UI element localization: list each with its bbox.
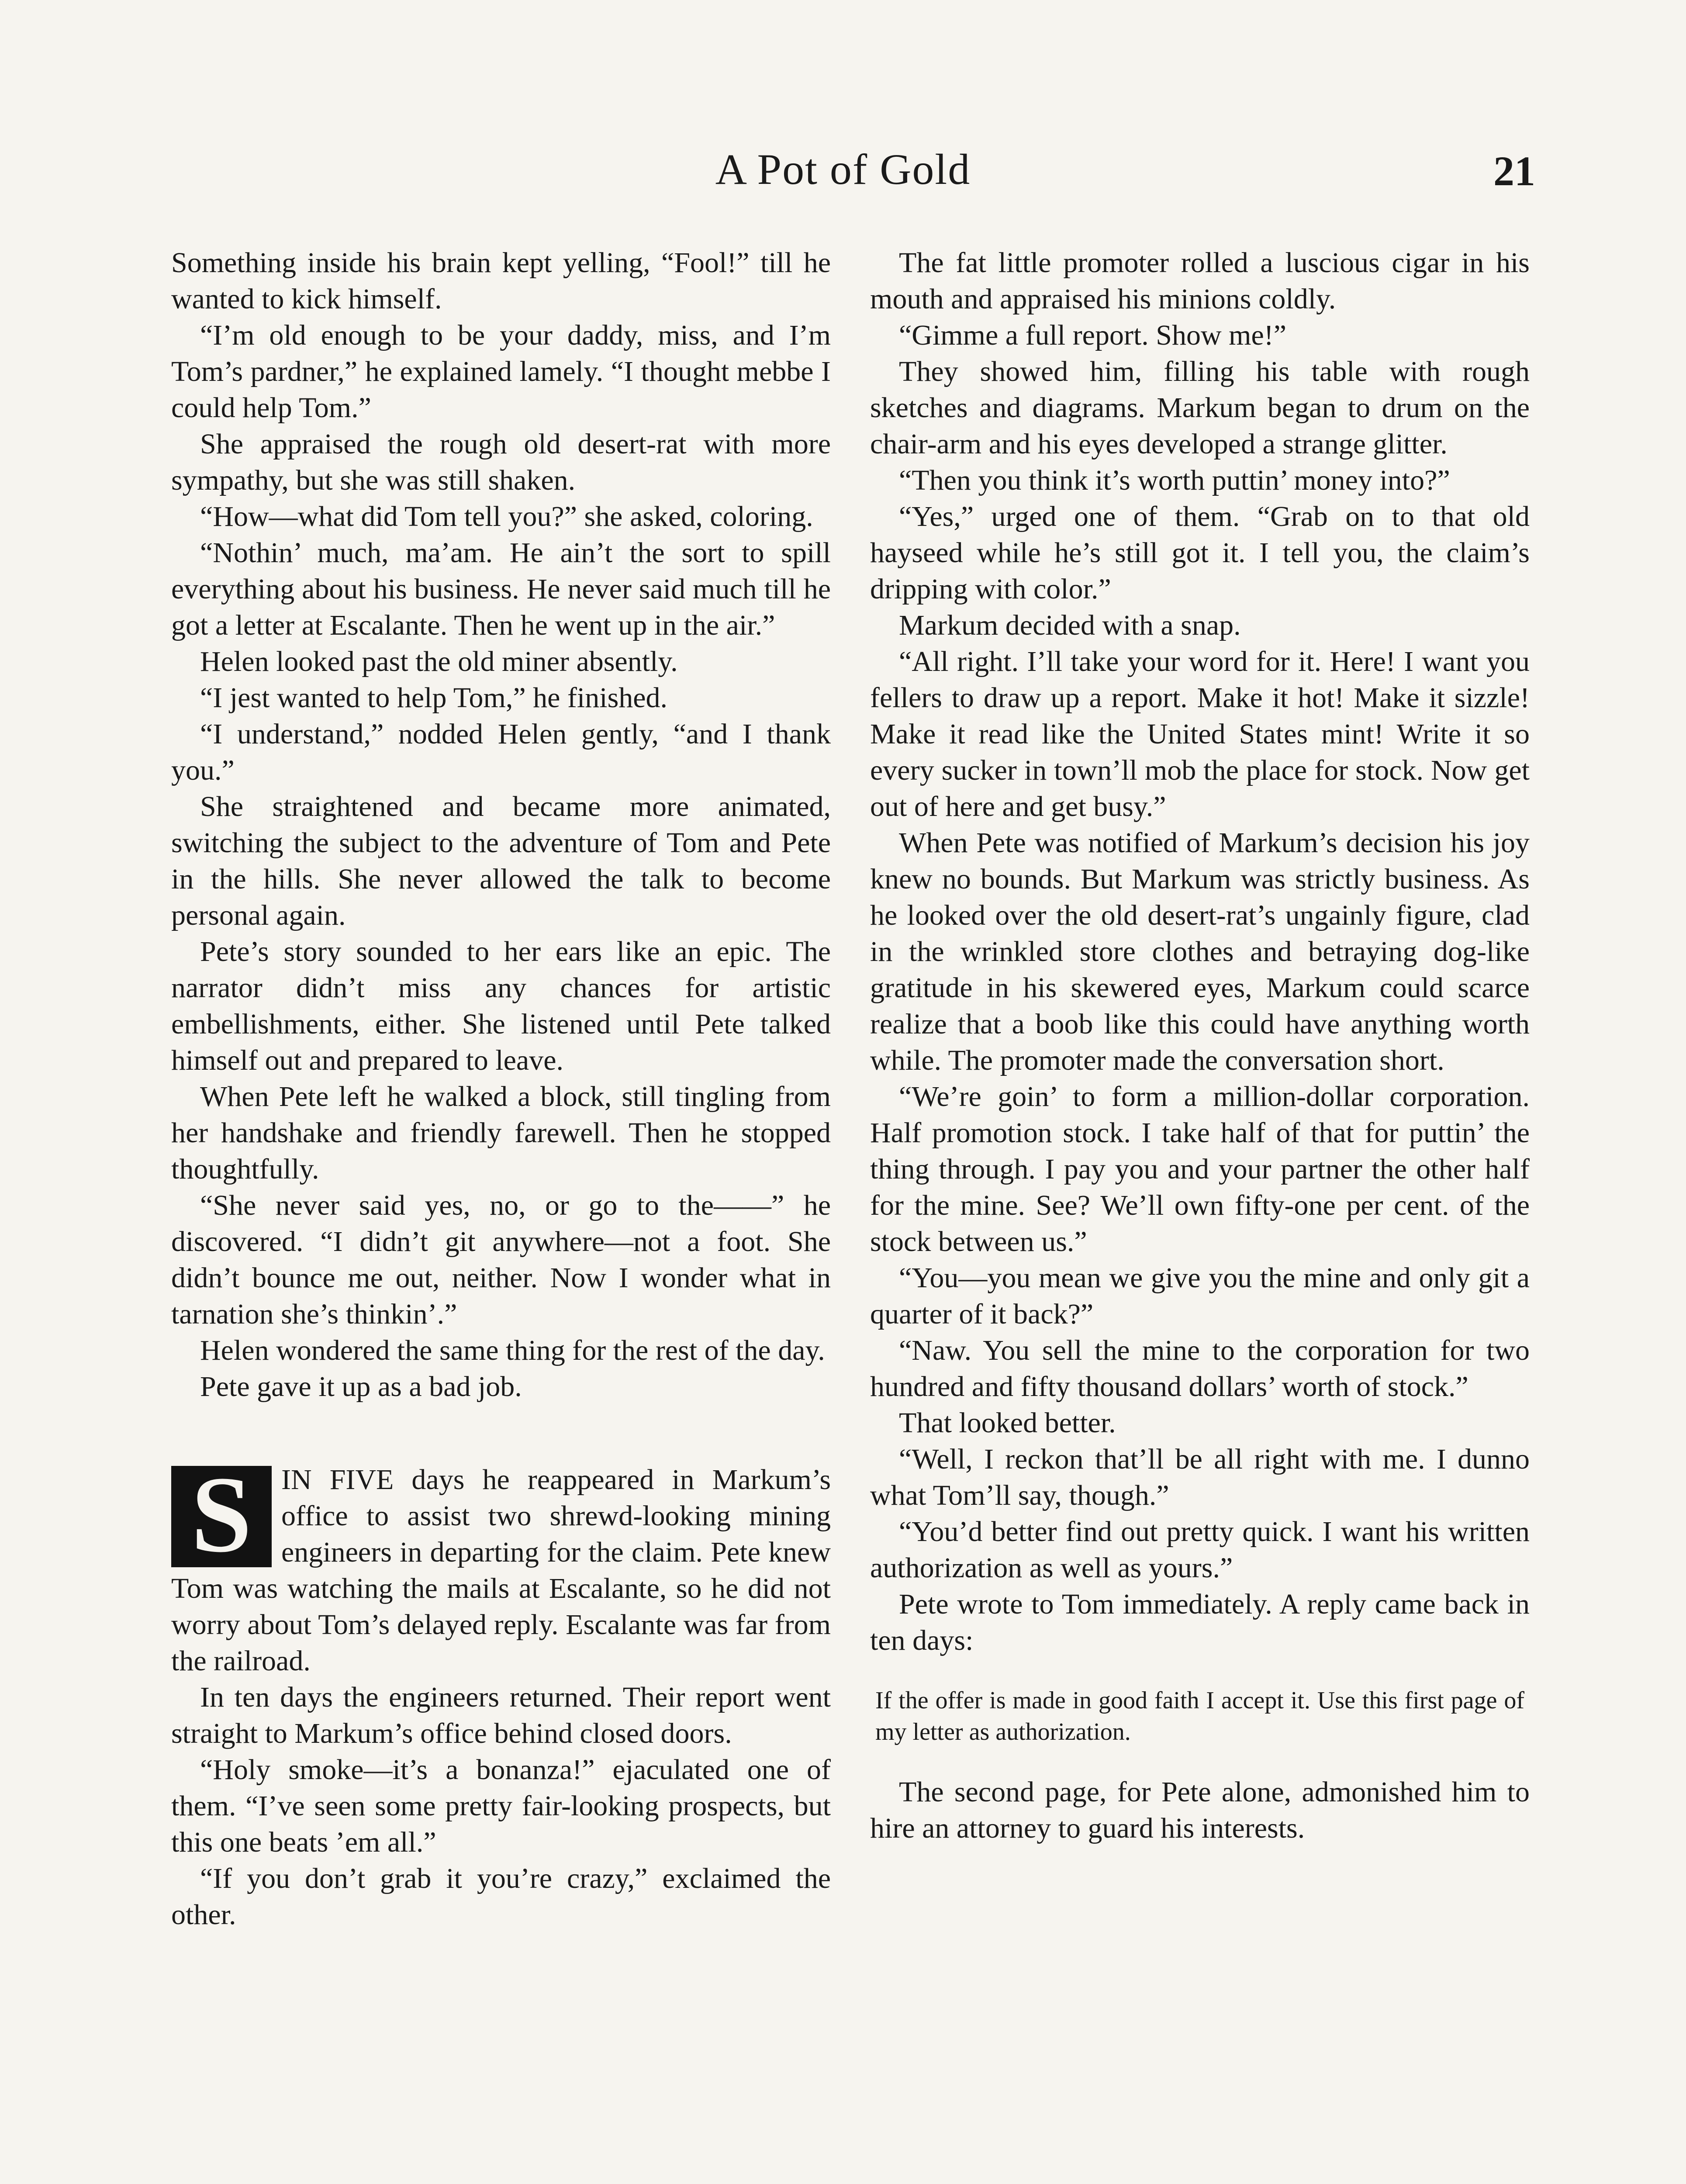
page-number: 21 [1493, 148, 1535, 194]
paragraph: “Holy smoke—it’s a bonanza!” ejaculated one of them. “I’ve seen some pretty fair-looking prospects, but this one beats ’em all.” [171, 1754, 831, 1858]
paragraph: “You—you mean we give you the mine and only git a quarter of it back?” [870, 1262, 1530, 1330]
dropcap-paragraph [171, 1462, 831, 1679]
paragraph: “How—what did Tom tell you?” she asked, coloring. [200, 501, 813, 532]
running-title: A Pot of Gold [715, 145, 971, 194]
paragraph: Pete wrote to Tom immediately. A reply came back in ten days: [870, 1588, 1530, 1656]
quoted-letter: If the offer is made in good faith I accept it. Use this first page of my letter as authorization. [875, 1687, 1524, 1745]
section-break [171, 1405, 831, 1462]
paragraph: That looked better. [899, 1407, 1116, 1439]
paragraph: When Pete was notified of Markum’s decision his joy knew no bounds. But Markum was strictly business. As he looked over the old desert-rat’s ungainly figure, clad in the wrinkled store clothes and betraying dog-like gratitude in his skewered eyes, Markum could scarce realize that a boob like this could have anything worth while. The promoter made the conversation short. [870, 827, 1530, 1076]
dropcap-paragraph-text: IN FIVE days he reappeared in Markum’s office to assist two shrewd-looking mining engineers in departing for the claim. Pete knew Tom was watching the mails at Escalante, so he did not worry about Tom’s delayed reply. Escalante was far from the railroad. [171, 1464, 831, 1677]
paragraph: Pete gave it up as a bad job. [200, 1371, 522, 1403]
paragraph: In ten days the engineers returned. Their report went straight to Markum’s office behind closed doors. [171, 1681, 831, 1749]
paragraph: Markum decided with a snap. [899, 609, 1241, 641]
dropcap-ornament [171, 1466, 272, 1567]
paragraph: Helen wondered the same thing for the rest of the day. [200, 1334, 825, 1366]
paragraph: “You’d better find out pretty quick. I want his written authorization as well as yours.” [870, 1516, 1530, 1584]
paragraph: The fat little promoter rolled a luscious cigar in his mouth and appraised his minions coldly. [870, 247, 1530, 315]
paragraph: Helen looked past the old miner absently. [200, 646, 678, 677]
paragraph: “Naw. You sell the mine to the corporation for two hundred and fifty thousand dollars’ worth of stock.” [870, 1334, 1530, 1403]
paragraph: “I understand,” nodded Helen gently, “and I thank you.” [171, 718, 831, 786]
paragraph: Pete’s story sounded to her ears like an epic. The narrator didn’t miss any chances for artistic embellishments, either. She listened until Pete talked himself out and prepared to leave. [171, 936, 831, 1076]
right-column [870, 245, 1530, 1846]
paragraph: She straightened and became more animated, switching the subject to the adventure of Tom and Pete in the hills. She never allowed the talk to become personal again. [171, 791, 831, 931]
dropcap-letter: S [191, 1466, 252, 1567]
paragraph: “I jest wanted to help Tom,” he finished. [200, 682, 668, 714]
paragraph: “We’re goin’ to form a million-dollar corporation. Half promotion stock. I take half of that for puttin’ the thing through. I pay you and your partner the other half for the mine. See? We’ll own fifty-one per cent. of the stock between us.” [870, 1081, 1530, 1258]
paragraph: “She never said yes, no, or go to the——” he discovered. “I didn’t git anywhere—not a foot. She didn’t bounce me out, neither. Now I wonder what in tarnation she’s thinkin’.” [171, 1189, 831, 1330]
paragraph: She appraised the rough old desert-rat with more sympathy, but she was still shaken. [171, 428, 831, 496]
paragraph: “Gimme a full report. Show me!” [899, 319, 1287, 351]
paragraph: “If you don’t grab it you’re crazy,” exclaimed the other. [171, 1863, 831, 1931]
paragraph: “Nothin’ much, ma’am. He ain’t the sort to spill everything about his business. He never said much till he got a letter at Escalante. Then he went up in the air.” [171, 537, 831, 641]
paragraph: Something inside his brain kept yelling, “Fool!” till he wanted to kick himself. [171, 247, 831, 315]
paragraph: When Pete left he walked a block, still tingling from her handshake and friendly farewell. Then he stopped thoughtfully. [171, 1081, 831, 1185]
paragraph: “Well, I reckon that’ll be all right with me. I dunno what Tom’ll say, though.” [870, 1443, 1530, 1511]
paragraph: “Yes,” urged one of them. “Grab on to that old hayseed while he’s still got it. I tell you, the claim’s dripping with color.” [870, 501, 1530, 605]
left-column [171, 245, 831, 1933]
paragraph: “All right. I’ll take your word for it. Here! I want you fellers to draw up a report. Make it hot! Make it sizzle! Make it read like the United States mint! Write it so every sucker in town’ll mob the place for stock. Now get out of here and get busy.” [870, 646, 1530, 822]
paragraph: The second page, for Pete alone, admonished him to hire an attorney to guard his interests. [870, 1776, 1530, 1844]
paragraph: “Then you think it’s worth puttin’ money into?” [899, 464, 1450, 496]
paragraph: “I’m old enough to be your daddy, miss, and I’m Tom’s pardner,” he explained lamely. “I thought mebbe I could help Tom.” [171, 319, 831, 424]
paragraph: They showed him, filling his table with rough sketches and diagrams. Markum began to drum on the chair-arm and his eyes developed a strange glitter. [870, 356, 1530, 460]
